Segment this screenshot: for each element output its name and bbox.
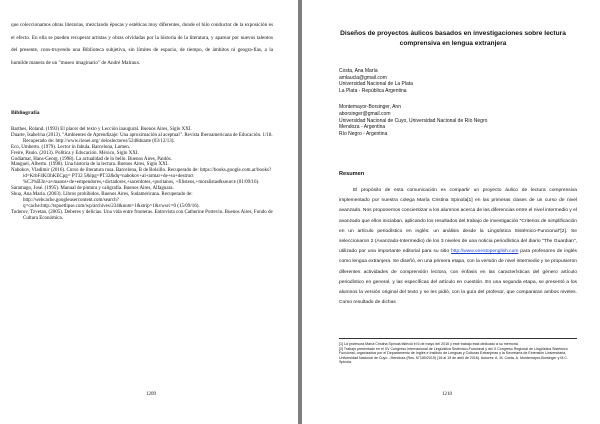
intro-paragraph: que coleccionamos obras literarias, mezclando épocas y estéticas muy diferentes, donde el hilo conductor de la exposición es el efecto. En ella se pueden recuperar artistas y obras olvidadas por la historia de la literatura, y aparear por nuevos talentos del presente, cons-truyendo una Biblioteca subjetiva, sin límites de espacio, de tiempo, de ámbitos ni geogra-fías, a la humilde manera de un "museo imaginario" de André Malraux.: [11, 22, 273, 66]
bibliography-entry: Freire, Paulo. (2013). Política y Educación. México, Siglo XXI.: [11, 150, 139, 156]
bibliography-entry: Duarte, Isabel/na (2013). "Ambientes de Aprendizaje: Una aproximación al aceptual". Revista Iberoamericana de Educación. 1/18. Recuperado de: http://www.rieoei.org/ deloslectores/5248duarte (03/12/13).: [11, 132, 273, 144]
abstract-heading: Resumen: [339, 171, 365, 177]
author-location: Río Negro - Argentina: [339, 130, 388, 137]
author-email: aborsinger@gmail.com: [339, 110, 391, 117]
author-name: Costa, Ana María: [339, 68, 378, 74]
author-block: [339, 68, 579, 137]
author-affiliation: Universidad Nacional de Cuyo, Universidad Nacional de Río Negro: [339, 117, 488, 124]
bibliography-entry: Barthes, Roland. (1993) El placer del texto y Lección inaugural. Buenos Aires, Siglo XXI.: [11, 127, 192, 132]
bibliography-entry: Manguel, Alberto. (1998). Una historia de la lectura. Buenos Aires, Siglo XXI.: [11, 162, 169, 168]
abstract-text: para profesores de inglés como lengua extranjera. Se diseñó, en una primera etapa, con la versión de nivel intermedio y se propusieron diferentes actividades de comprensión lectora, con énfasis en las características del género artículo periodístico en general, y las específicas del artículo en cuestión. En una segunda etapa, se presentó a los alumnos la versión original del texto y se les pidió, con la guía del profesor, que compararan ambos niveles. Como resultado de dichas: [339, 249, 578, 306]
footnote: [2] Trabajo presentado en el XV Congreso Internacional de Lingüística Sistémico-Funcional y del X Congreso Regional de Lingüística Sistémico Funcional, organizados por el Departamento de Inglés e Instituto de Lenguas y Culturas Extranjeras y la Secretaría de Extensión Universitaria, Universidad Nacional de Cuyo - Mendoza (Res. N°180/2015) (16 al 19 de abril de 2016). Autores: A. M. Costa, A. Montemayor-Borsinger y M.C. Spinola.: [339, 346, 568, 365]
author-location: La Plata - República Argentina: [339, 87, 407, 94]
bibliography-entry: Eco, Umberto. (1979). Lector in fabula. Barcelona, Lumen.: [11, 144, 130, 150]
left-page: [0, 0, 298, 424]
bibliography-heading: Bibliografía: [11, 110, 40, 116]
bibliography-entry: Godiamar, Hans-Georg. (1998). La actualidad de lo bello. Buenos Aires, Paidós.: [11, 156, 172, 162]
right-page: [302, 0, 600, 424]
page-number: 1210: [442, 392, 452, 397]
author-location: Mendoza - Argentina: [339, 124, 386, 131]
abstract-text: El propósito de esta comunicación es compartir un proyecto áulico de lectura comprensiva implementado por nuestra colega María Cristina Spinola[1] en las primeras clases de un curso de nivel avanzado. Nos proponemos concientizar a los alumnos acerca de las diferencias entre el nivel intermedio y el avanzado que ellos iniciaban, aplicando los resultados del trabajo de investigación "Criterios de simplificación en un artículo periodístico en inglés: un análisis desde la Lingüística Sistémico-Funcional"[2]. Se seleccionaron 2 (Avanzado-Intermedio) de los 3 niveles de una noticia periodística del diario "The Guardian", utilizado por una importante editorial para su sitio: [339, 187, 577, 255]
bibliography-entry: Saramago, José. (1995). Manual de pintura y caligrafía. Buenos Aires, Alfaguara.: [11, 186, 174, 192]
bibliography-entry: Shua, Ana María. (2003). Libros prohibidos. Buenos Aires, Sudamericana. Recuperado de: http://webcache.googleusercontent.com/search? q=cache:http://tspoetlipse.com/wp/archives/234&num=1&strip=1&vwsrc=0 (15/09/16).: [11, 191, 200, 209]
footnote: [1] La profesora María Cristina Spinola falleció el 6 de mayo del 2016 y este trabajo está dedicado a su memoria.: [339, 342, 519, 346]
page-number: 1209: [146, 392, 156, 397]
bibliography-entry: Nabokov, Vladimir (2016). Curso de literatura rusa. Barcelona, B de Bolsillo. Recuperado de: https://books.google.com.ar/books?id=KrbF4Kl3hKECpg= PT32 5&lpg=PT32&dq=nabokov+al+armar+de+su+destruct %C3%B3n+a+manos+de+empendores,+dictadores,+sacerdotes,+puritanos, +filisteos,+moralistas&source (01/09/16).: [11, 168, 272, 186]
footnotes: [339, 338, 577, 365]
bibliography-entry: Todorov, Tzvetan. (2005). Deberes y delicias. Una vida entre fronteras. Entrevista con Catherine Portevin. Buenos Aires, Fondo de Cultura Económica.: [11, 209, 273, 221]
article-title: Diseños de proyectos áulicos basados en investigaciones sobre lectura comprensiva en lengua extranjera: [340, 30, 566, 47]
author-affiliation: Universidad Nacional de La Plata: [339, 81, 413, 88]
abstract-paragraph: [339, 186, 577, 308]
website-link[interactable]: http://www.onestopenglish.com: [451, 249, 519, 255]
author-name: Montemayor-Borsinger, Ann: [339, 104, 401, 111]
bibliography-list: [11, 127, 273, 222]
author-email: amlaucla@gmail.com: [339, 74, 387, 81]
